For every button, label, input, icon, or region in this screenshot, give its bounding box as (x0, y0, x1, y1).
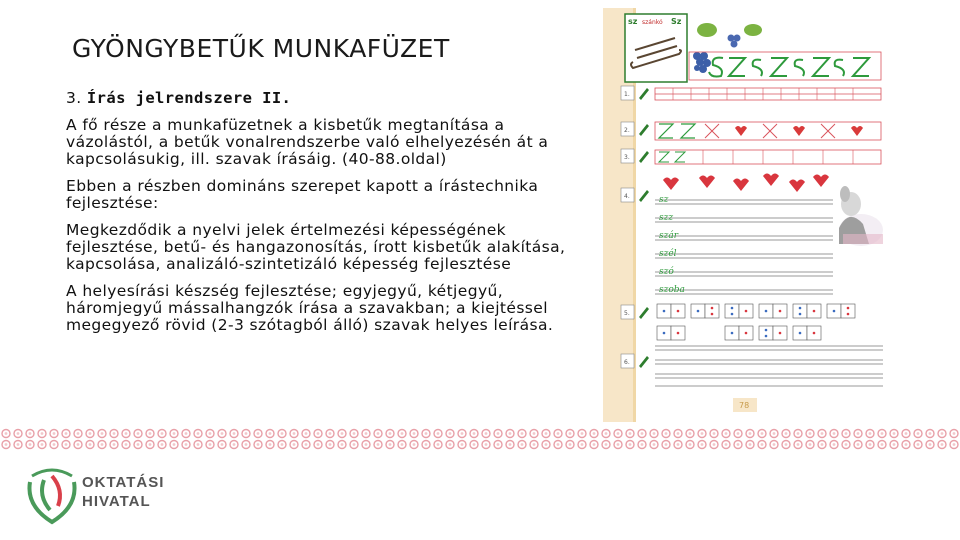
paragraph-1: A fő része a munkafüzetnek a kisbetűk megtanítása a vázolástól, a betűk vonalrendszerbe való elhelyezésén át a kapcsolásukig, ill. szavak írásáig. (40-88.oldal) (66, 116, 549, 168)
heading-text: Írás jelrendszere II. (86, 89, 292, 107)
word-6: szoba (659, 285, 685, 295)
heading-number: 3. (66, 89, 82, 107)
page-number: 78 (739, 401, 750, 410)
workbook-header-word: szánkó (642, 19, 663, 26)
workbook-page-image (603, 8, 888, 422)
paragraph-2: Ebben a részben domináns szerepet kapott a írástechnika fejlesztése: (66, 177, 539, 212)
logo-line-2: HIVATAL (82, 493, 151, 510)
paragraph-4: A helyesírási készség fejlesztése; egyjegyű, kétjegyű, háromjegyű mássalhangzók írása a szavakban; a kiejtéssel megegyező rövid (2-3 szótagból álló) szavak helyes leírása. (66, 282, 554, 334)
exercise-number-1: 1. (624, 91, 630, 98)
word-3: szár (659, 231, 679, 241)
page-title: GYÖNGYBETŰK MUNKAFÜZET (72, 34, 450, 63)
exercise-number-4: 4. (624, 193, 630, 200)
paragraph-3: Megkezdődik a nyelvi jelek értelmezési képességének fejlesztése, betű- és hangazonosítás, írott kisbetűk alakítása, kapcsolása, analizáló-szintetizáló képesség fejlesztése (66, 221, 566, 273)
body-text (66, 90, 596, 344)
logo-text (82, 473, 164, 511)
word-2: szz (659, 213, 674, 223)
exercise-number-3: 3. (624, 154, 630, 161)
word-5: szó (659, 267, 674, 277)
workbook-header-label: sz (628, 17, 638, 26)
exercise-number-5: 5. (624, 310, 630, 317)
word-4: szél (659, 249, 677, 259)
section-heading (66, 90, 596, 107)
logo-line-1: OKTATÁSI (82, 474, 165, 491)
exercise-number-6: 6. (624, 359, 630, 366)
workbook-header-letters: Sz (671, 17, 682, 26)
decorative-strip-pink (0, 428, 960, 450)
exercise-number-2: 2. (624, 127, 630, 134)
word-1: sz (659, 195, 669, 205)
